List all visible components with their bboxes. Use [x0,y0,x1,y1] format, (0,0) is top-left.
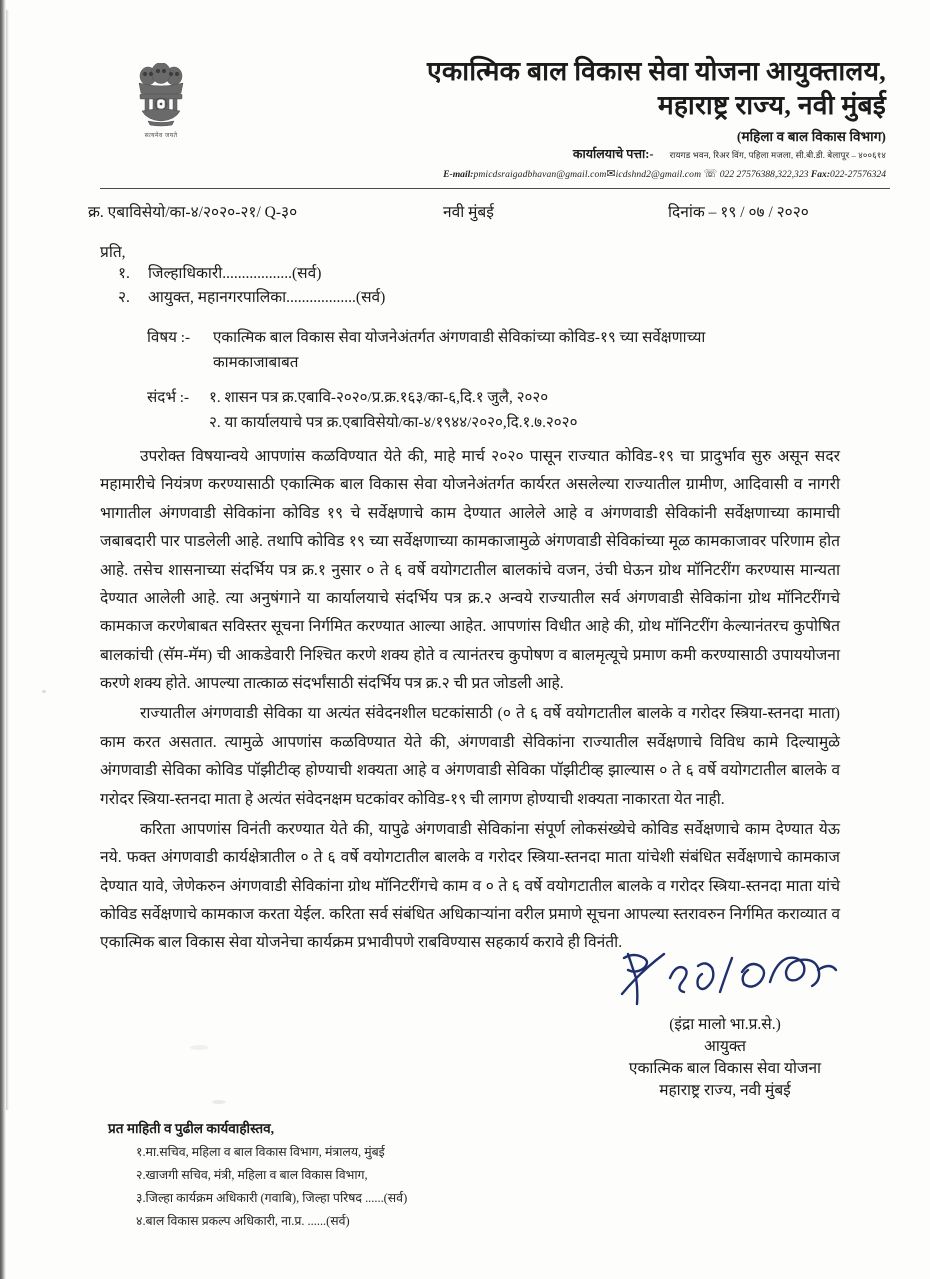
copy-to-heading: प्रत माहिती व पुढील कार्यवाहीस्तव, [108,1121,275,1136]
copy-to-list [136,1141,728,1233]
fax-label: Fax: [810,169,831,180]
telephone-icon: ☏ [703,168,718,180]
list-item [118,286,638,310]
reference-item: १. शासन पत्र क्र.एबावि-२०२०/प्र.क्र.१६३/का-६,दि.१ जुलै, २०२० [209,389,549,406]
letter-date: दिनांक – १९ / ०७ / २०२० [668,204,809,221]
subject-label: विषय :- [147,329,191,346]
signature-block [560,948,890,1100]
org-title-line1: एकात्मिक बाल विकास सेवा योजना आयुक्तालय, [427,56,886,86]
recipient-list [118,262,638,310]
letter-body [100,443,840,960]
list-item: २.खाजगी सचिव, मंत्री, महिला व बाल विकास विभाग, [136,1167,368,1182]
address-value: रायगड भवन, रिअर विंग, पहिला मजला, सी.बी.डी. बेलापूर – ४००६१४ [669,150,886,160]
to-label: प्रति, [100,244,126,261]
body-paragraph: राज्यातील अंगणवाडी सेविका या अत्यंत संवेदनशील घटकांसाठी (० ते ६ वर्षे वयोगटातील बालके व गरोदर स्त्रिया-स्तनदा माता) काम करत असतात. त्यामुळे आपणांस कळविण्यात येते की, अंगणवाडी सेविकांना राज्यातील सर्वेक्षणाचे विविध कामे दिल्यामुळे अंगणवाडी सेविका कोविड पॉझीटीव्ह होण्याची शक्यता आहे व अंगणवाडी सेविका पॉझीटीव्ह झाल्यास ० ते ६ वर्षे वयोगटातील बालके व गरोदर स्त्रिया-स्तनदा माता हे अत्यंत संवेदनक्षम घटकांवर कोविड-१९ ची लागण होण्याची शक्यता नाकारता येत नाही. [100,705,840,808]
signatory-org-line2: महाराष्ट्र राज्य, नवी मुंबई [659,1082,791,1099]
letterhead-divider [100,188,890,189]
list-item [118,262,638,286]
email-label: E-mail: [443,169,474,180]
reference-row [88,200,888,222]
reference-label: संदर्भ :- [147,389,190,406]
subject-line2: कामकाजाबाबत [213,353,299,371]
subject-block [147,326,847,375]
handwritten-signature [610,948,840,1010]
contact-row [270,167,886,180]
org-title-line2: महाराष्ट्र राज्य, नवी मुंबई [657,89,886,120]
signatory-org-line1: एकात्मिक बाल विकास सेवा योजना [628,1060,822,1077]
reference-item: २. या कार्यालयाचे पत्र क्र.एबाविसेयो/का-४/१९४४/२०२०,दि.१.७.२०२० [209,413,578,431]
reference-block [147,386,847,435]
department-name: (महिला व बाल विकास विभाग) [736,128,886,144]
organisation-title [340,55,886,145]
address-label: कार्यालयाचे पत्ता:- [572,147,654,161]
mail-separator-icon: ✉ [606,168,616,180]
letter-reference-number: क्र. एबाविसेयो/का-४/२०२०-२१/ Q-३० [88,204,298,221]
recipient-text: जिल्हाधिकारी..................(सर्व) [148,265,322,282]
letter-place: नवी मुंबई [443,204,494,221]
email-address-secondary[interactable]: icdshnd2@gmail.com [615,169,702,180]
list-item: ४.बाल विकास प्रकल्प अधिकारी, ना.प्र. ......(सर्व) [136,1213,350,1228]
body-paragraph: उपरोक्त विषयान्वये आपणांस कळविण्यात येते की, माहे मार्च २०२० पासून राज्यात कोविड-१९ चा प्रादुर्भाव सुरु असून सदर महामारीचे नियंत्रण करण्यासाठी एकात्मिक बाल विकास सेवा योजनेअंतर्गत कार्यरत असलेल्या राज्यातील ग्रामीण, आदिवासी व नागरी भागातील अंगणवाडी सेविकांना कोविड १९ चे सर्वेक्षणाचे काम देण्यात आलेले आहे व अंगणवाडी सेविकांनी सर्वेक्षणाच्या कामाची जबाबदारी पार पाडलेली आहे. तथापि कोविड १९ च्या सर्वेक्षणाच्या कामकाजामुळे अंगणवाडी सेविकांच्या मूळ कामकाजावर परिणाम होत आहे. तसेच शासनाच्या संदर्भिय पत्र क्र.१ नुसार ० ते ६ वर्षे वयोगटातील बालकांचे वजन, उंची घेऊन ग्रोथ मॉनिटरींग करण्यास मान्यता देण्यात आलेली आहे. त्या अनुषंगाने या कार्यालयाचे संदर्भिय पत्र क्र.२ अन्वये राज्यातील सर्व अंगणवाडी सेविकांना ग्रोथ मॉनिटरींगचे कामकाज करणेबाबत सविस्तर सूचना निर्गमित करण्यात आल्या आहेत. आपणांस विधीत आहे की, ग्रोथ मॉनिटरींग केल्यानंतरच कुपोषित बालकांची (सॅम-मॅम) ची आकडेवारी निश्चित करणे शक्य होते व त्यानंतरच कुपोषण व बालमृत्यूचे प्रमाण कमी करण्यासाठी उपाययोजना करणे शक्य होते. आपल्या तात्काळ संदर्भांसाठी संदर्भिय पत्र क्र.२ ची प्रत जोडली आहे. [100,448,840,692]
national-emblem-icon [118,63,204,139]
emblem-motto: सत्यमेव जयते [144,133,178,139]
subject-line1: एकात्मिक बाल विकास सेवा योजनेअंतर्गत अंगणवाडी सेविकांच्या कोविड-१९ च्या सर्वेक्षणाच्या [213,329,706,346]
copy-to-block [108,1118,728,1233]
email-address-primary[interactable]: pmicdsraigadbhavan@gmail.com [473,169,607,180]
list-item: ३.जिल्हा कार्यक्रम अधिकारी (गवाबि), जिल्हा परिषद ......(सर्व) [136,1190,408,1205]
body-paragraph: करिता आपणांस विनंती करण्यात येते की, यापुढे अंगणवाडी सेविकांना संपूर्ण लोकसंख्येचे कोविड सर्वेक्षणाचे काम देण्यात येऊ नये. फक्त अंगणवाडी कार्यक्षेत्रातील ० ते ६ वर्षे वयोगटातील बालके व गरोदर स्त्रिया-स्तनदा माता यांचेशी संबंधित सर्वेक्षणाचे कामकाज देण्यात यावे, जेणेकरुन अंगणवाडी सेविकांना ग्रोथ मॉनिटरींगचे काम व ० ते ६ वर्षे वयोगटातील बालके व गरोदर स्त्रिया-स्तनदा माता यांचे कोविड सर्वेक्षणाचे कामकाज करता येईल. करिता सर्व संबंधित अधिकाऱ्यांना वरील प्रमाणे सूचना आपल्या स्तरावरुन निर्गमित कराव्यात व एकात्मिक बाल विकास सेवा योजनेचा कार्यक्रम प्रभावीपणे राबविण्यास सहकार्य करावे ही विनंती. [100,820,840,952]
office-address-row [340,145,886,163]
recipient-number: २. [118,289,130,307]
signatory-designation: आयुक्त [704,1038,746,1055]
recipient-number: १. [118,265,130,282]
list-item: १.मा.सचिव, महिला व बाल विकास विभाग, मंत्रालय, मुंबई [136,1145,385,1159]
phone-number: 022 27576388,322,323 [719,169,809,180]
fax-number: 022-27576324 [830,169,886,180]
signatory-name: (इंद्रा मालो भा.प्र.से.) [669,1016,781,1033]
recipient-text: आयुक्त, महानगरपालिका..................(सर्व) [148,289,386,307]
